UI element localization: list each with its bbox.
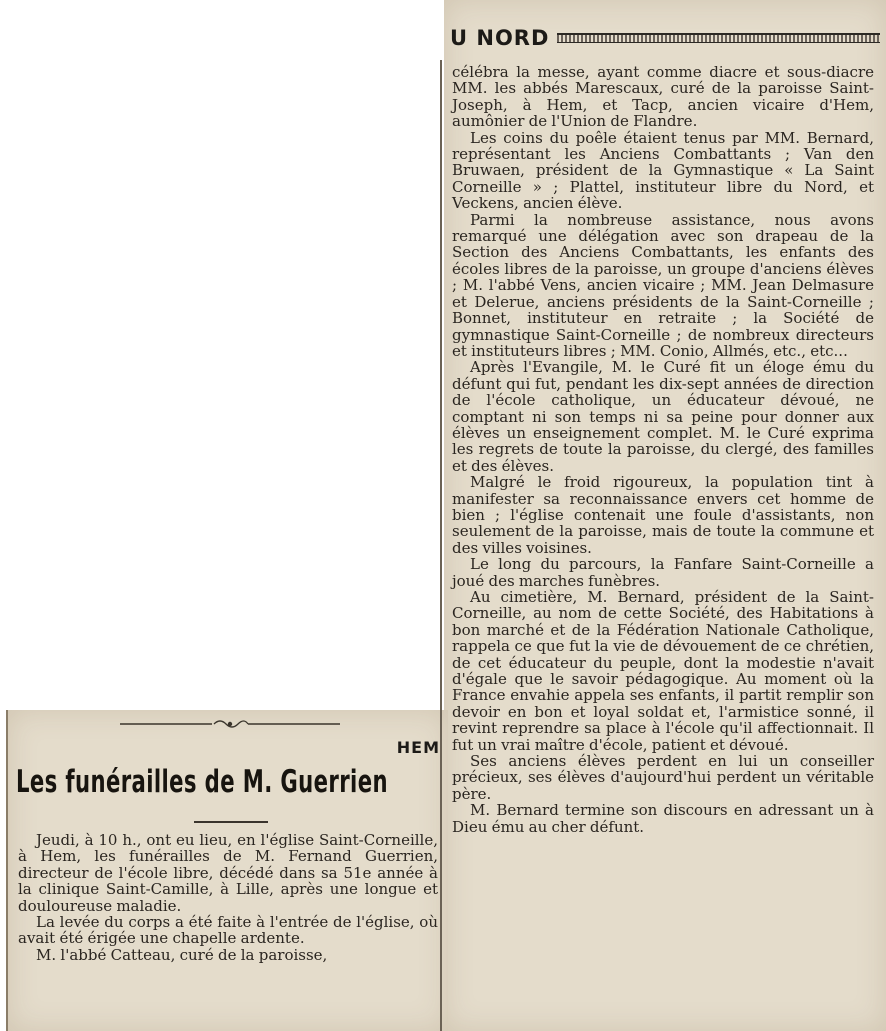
dateline-place: HEM (396, 738, 440, 757)
paragraph: Parmi la nombreuse assistance, nous avons remarqué une délégation avec son drapeau de la Section des Anciens Combattants, les enfants des écoles libres de la paroisse, un groupe d'anciens élèves ; M. l'abbé Vens, ancien vicaire ; MM. Jean Delmasure et Delerue, anciens présidents de la Saint-Corneille ; Bonnet, instituteur en retraite ; la Société de gymnastique Saint-Corneille ; de nombreux directeurs et instituteurs libres ; MM. Conio, Allmés, etc., etc... (452, 210, 874, 360)
paragraph: Au cimetière, M. Bernard, président de la Saint-Corneille, au nom de cette Société, des Habitations à bon marché et de la Fédération Nationale Catholique, rappela ce que fut la vie de dévouement de ce chrétien, de cet éducateur du peuple, dont la modestie n'avait d'égale que le savoir pédagogique. Au moment où la France envahie appela ses enfants, il partit remplir son devoir en bon et loyal soldat et, l'armistice sonné, il revint reprendre sa place à l'école qu'il affectionnait. Il fut un vrai maître d'école, patient et dévoué. (452, 588, 874, 754)
ornament-divider-icon (120, 718, 340, 730)
paragraph: Jeudi, à 10 h., ont eu lieu, en l'église Saint-Corneille, à Hem, les funérailles de M. Fernand Guerrien, directeur de l'école libre, décédé dans sa 51e année à la clinique Saint-Camille, à Lille, après une longue et douloureuse maladie. (18, 831, 438, 915)
clipping-right-column (444, 0, 886, 1031)
paragraph: M. Bernard termine son discours en adressant un à Dieu ému au cher défunt. (452, 801, 874, 836)
article-body (18, 832, 438, 963)
masthead-rule (557, 33, 880, 43)
newspaper-masthead (450, 20, 880, 56)
paragraph: La levée du corps a été faite à l'entrée de l'église, où avait été érigée une chapelle ardente. (18, 913, 438, 948)
paragraph: Le long du parcours, la Fanfare Saint-Corneille a joué des marches funèbres. (452, 555, 874, 590)
paragraph: Les coins du poêle étaient tenus par MM. Bernard, représentant les Anciens Combattants ; Van den Bruwaen, président de la Gymnastique « La Saint Corneille » ; Plattel, instituteur libre du Nord, et Veckens, ancien élève. (452, 128, 874, 213)
paragraph: Après l'Evangile, M. le Curé fit un éloge ému du défunt qui fut, pendant les dix-sept années de direction de l'école catholique, un éducateur dévoué, ne comptant ni son temps ni sa peine pour donner aux élèves un enseignement complet. M. le Curé exprima les regrets de toute la paroisse, du clergé, des familles et des élèves. (452, 358, 874, 475)
article-headline: Les funérailles de M. Guerrien (16, 764, 388, 800)
paragraph: Malgré le froid rigoureux, la population tint à manifester sa reconnaissance envers cet homme de bien ; l'église contenait une foule d'assistants, non seulement de la paroisse, mais de toute la commune et des villes voisines. (452, 473, 874, 557)
masthead-title: U NORD (450, 26, 550, 50)
paragraph: célébra la messe, ayant comme diacre et sous-diacre MM. les abbés Marescaux, curé de la paroisse Saint-Joseph, à Hem, et Tacp, ancien vicaire d'Hem, aumônier de l'Union de Flandre. (452, 63, 874, 131)
paragraph: Ses anciens élèves perdent en lui un conseiller précieux, ses élèves d'aujourd'hui perdent un véritable père. (452, 752, 874, 803)
column-edge-line (440, 60, 442, 1031)
clipping-article-start (6, 710, 448, 1031)
headline-rule (194, 821, 268, 823)
continued-article-text (452, 64, 874, 835)
paragraph: M. l'abbé Catteau, curé de la paroisse, (36, 945, 328, 964)
